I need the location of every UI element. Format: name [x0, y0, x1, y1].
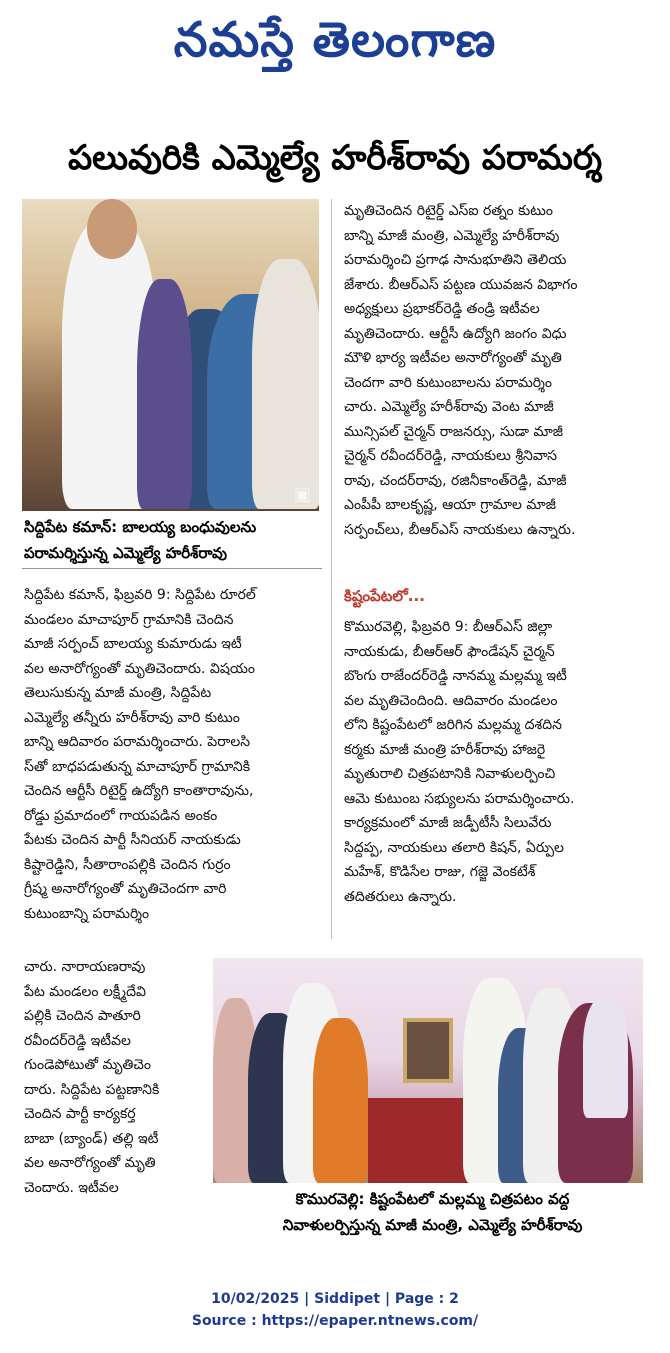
- subhead-kishtampet: కిష్టంపేటలో...: [344, 587, 425, 605]
- text-line: తదితరులు ఉన్నారు.: [344, 888, 457, 905]
- article-left-column: [24, 583, 320, 926]
- caption-line: సిద్దిపేట కమాన్‌: బాలయ్య బంధువులను: [24, 518, 257, 536]
- article-kishtampet-column: [344, 615, 644, 909]
- text-line: సర్పంచ్‌లు, బీఆర్‌ఎస్‌ నాయకులు ఉన్నారు.: [344, 521, 576, 538]
- masthead: [0, 0, 670, 92]
- text-line: తెలుసుకున్న మాజీ మంత్రి, సిద్దిపేట: [24, 685, 212, 701]
- text-line: మృతిచెందారు. ఆర్టీసీ ఉద్యోగి జంగం విధు: [344, 325, 567, 342]
- text-line: పేట మండలం లక్ష్మీదేవి: [24, 983, 146, 1000]
- text-line: స్‌తో బాధపడుతున్న మాచాపూర్‌ గ్రామానికి: [24, 758, 251, 775]
- text-line: ఆమె కుటుంబ సభ్యులను పరామర్శించారు.: [344, 790, 575, 807]
- text-line: మున్సిపల్‌ చైర్మన్‌ రాజనర్సు, సుడా మాజీ: [344, 423, 563, 440]
- text-line: కర్మకు మాజీ మంత్రి హరీశ్‌రావు హాజరై: [344, 741, 546, 758]
- text-line: బొంగు రాజేందర్‌రెడ్డి నానమ్మ మల్లమ్మ ఇటీ: [344, 668, 567, 684]
- text-line: రవీందర్‌రెడ్డి ఇటీవల: [24, 1032, 131, 1049]
- text-line: ఎమ్మెల్యే తన్నీరు హరీశ్‌రావు వారి కుటుం: [24, 709, 240, 726]
- text-line: లోని కిష్టంపేటలో జరిగిన మల్లమ్మ దశదిన: [344, 717, 562, 733]
- text-line: మృతురాలి చిత్రపటానికి నివాళులర్పించి: [344, 766, 556, 782]
- text-line: నాయకుడు, బీఆర్‌ఆర్‌ ఫౌండేషన్‌ చైర్మన్‌: [344, 643, 555, 660]
- text-line: పేటకు చెందిన పార్టీ సీనియర్‌ నాయకుడు: [24, 832, 241, 848]
- text-line: రోడ్డు ప్రమాదంలో గాయపడిన అంకం: [24, 807, 218, 824]
- photo-caption-2: [220, 1186, 645, 1238]
- text-line: చారు. ఎమ్మెల్యే హరీశ్‌రావు వెంట మాజీ: [344, 399, 554, 415]
- text-line: చెందిన ఆర్టీసీ రిటైర్డ్‌ ఉద్యోగి కాంతారావును,: [24, 783, 254, 799]
- text-line: వల అనారోగ్యంతో మృతిచెందారు. విషయం: [24, 660, 255, 677]
- footer-source: Source : https://epaper.ntnews.com/: [191, 1313, 479, 1329]
- text-line: మహేశ్‌, కొడిసేల రాజు, గజ్జె వెంకటేశ్‌: [344, 864, 536, 880]
- text-line: రావు, చందర్‌రావు, రజినీకాంత్‌రెడ్డి, మాజీ: [344, 472, 567, 489]
- photo-condolence-visit: [22, 199, 319, 511]
- text-line: దారు. సిద్దిపేట పట్టణానికి: [24, 1081, 160, 1098]
- text-line: ఎంపీపీ బాలకృష్ణ, ఆయా గ్రామాల మాజీ: [344, 497, 556, 513]
- photo-icon: ▣: [293, 484, 311, 505]
- text-line: కార్యక్రమంలో మాజీ జడ్పీటీసీ సిలువేరు: [344, 815, 552, 831]
- photo-tribute: [213, 958, 643, 1183]
- text-line: మృతిచెందిన రిటైర్డ్‌ ఎస్‌ఐ రత్నం కుటుం: [344, 203, 553, 219]
- headline: పలువురికి ఎమ్మెల్యే హరీశ్‌రావు పరామర్శ: [67, 138, 603, 178]
- text-line: కుటుంబాన్ని పరామర్శిం: [24, 905, 150, 922]
- text-line: గుండెపోటుతో మృతిచెం: [24, 1057, 152, 1073]
- text-line: చైర్మన్‌ రవీందర్‌రెడ్డి, నాయకులు శ్రీనివాస: [344, 448, 557, 464]
- text-line: జేశారు. బీఆర్‌ఎస్‌ పట్టణ యువజన విభాగం: [344, 276, 578, 293]
- text-line: బాన్ని మాజీ మంత్రి, ఎమ్మెల్యే హరీశ్‌రావు: [344, 227, 560, 244]
- article-right-column: [344, 199, 644, 542]
- text-line: పరామర్శించి ప్రగాఢ సానుభూతిని తెలియ: [344, 252, 567, 268]
- text-line: మాజీ సర్పంచ్‌ బాలయ్య కుమారుడు ఇటీ: [24, 636, 242, 652]
- text-line: సిద్దిపేట కమాన్‌, ఫిబ్రవరి 9: సిద్దిపేట రూరల్‌: [24, 587, 256, 603]
- text-line: చెందారు. ఇటీవల: [24, 1179, 119, 1196]
- text-line: బాన్ని ఆదివారం పరామర్శించారు. పెరాలసి: [24, 734, 251, 750]
- text-line: అధ్యక్షులు ప్రభాకర్‌రెడ్డి తండ్రి ఇటీవల: [344, 301, 540, 317]
- text-line: వల అనారోగ్యంతో మృతి: [24, 1155, 156, 1171]
- photo-caption-1: [24, 514, 320, 566]
- footer-date-edition: 10/02/2025 | Siddipet | Page : 2: [211, 1291, 459, 1307]
- text-line: సిద్దప్ప, నాయకులు తలారి కిషన్‌, ఏర్పుల: [344, 839, 564, 856]
- text-line: గ్రీష్మ అనారోగ్యంతో మృతిచెందగా వారి: [24, 881, 227, 897]
- caption-line: కొమురవెల్లి: కిష్టంపేటలో మల్లమ్మ చిత్రపటం వద్ద: [295, 1190, 570, 1208]
- text-line: చెందగా వారి కుటుంబాలను పరామర్శిం: [344, 374, 552, 391]
- text-line: చారు. నారాయణరావు: [24, 959, 146, 975]
- text-line: వల మృతిచెందింది. ఆదివారం మండలం: [344, 692, 558, 709]
- text-line: కొమురవెల్లి, ఫిబ్రవరి 9: బీఆర్‌ఎస్‌ జిల్లా: [344, 619, 553, 635]
- text-line: పల్లికి చెందిన పాతూరి: [24, 1008, 141, 1024]
- caption-line: పరామర్శిస్తున్న ఎమ్మెల్యే హరీశ్‌రావు: [24, 544, 227, 562]
- text-line: మండలం మాచాపూర్‌ గ్రామానికి చెందిన: [24, 611, 234, 628]
- text-line: కిష్టారెడ్డిని, సీతారాంపల్లికి చెందిన గుర్రం: [24, 856, 231, 873]
- column-divider: [331, 199, 332, 939]
- article-left-narrow-column: [24, 955, 206, 1200]
- caption-divider: [22, 568, 322, 569]
- text-line: బాబా (బ్యాండ్‌) తల్లి ఇటీ: [24, 1130, 159, 1147]
- caption-line: నివాళులర్పిస్తున్న మాజీ మంత్రి, ఎమ్మెల్యే హరీశ్‌రావు: [282, 1216, 583, 1234]
- masthead-title: నమస్తే తెలంగాణ: [173, 12, 497, 68]
- text-line: చెందిన పార్టీ కార్యకర్త: [24, 1106, 136, 1122]
- text-line: మౌళి భార్య ఇటీవల అనారోగ్యంతో మృతి: [344, 350, 562, 366]
